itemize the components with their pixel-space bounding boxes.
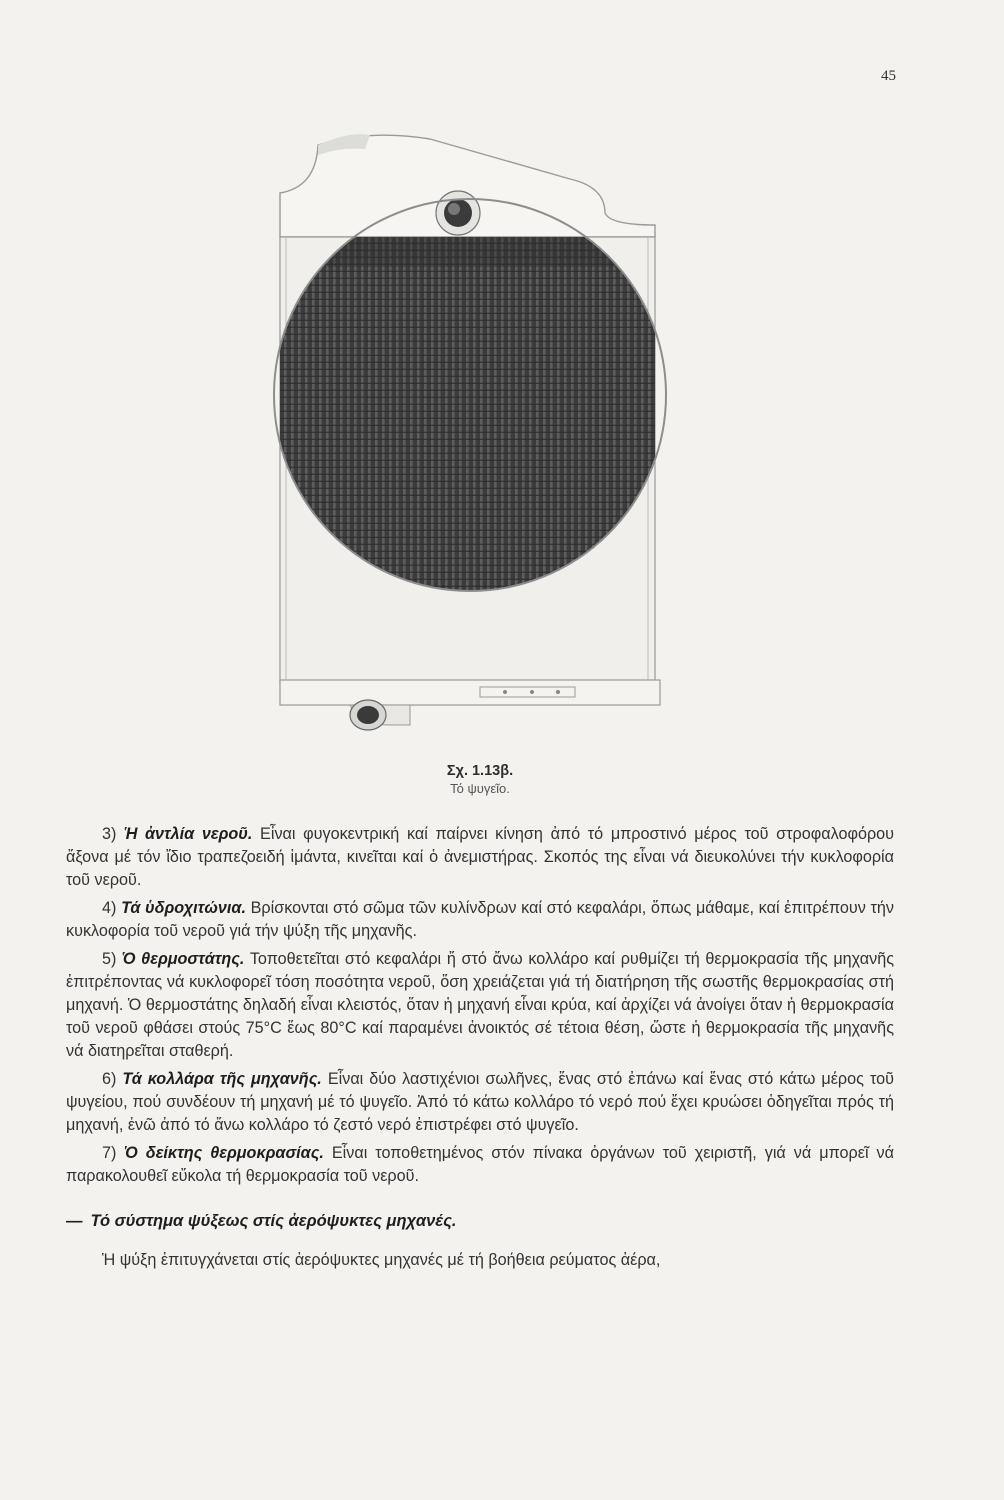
paragraph-air-cooled: Ἡ ψύξη ἐπιτυγχάνεται στίς ἀερόψυκτες μηχανές μέ τή βοήθεια ρεύματος ἀέρα,: [102, 1251, 661, 1269]
radiator-illustration: [270, 125, 690, 755]
heading-text: Τό σύστημα ψύξεως στίς ἀερόψυκτες μηχανές.: [90, 1212, 457, 1230]
caption-subtitle: Τό ψυγεῖο.: [450, 781, 510, 796]
item-number: 5): [102, 950, 117, 968]
paragraph-temperature-gauge: [66, 1142, 894, 1188]
item-text: Τοποθετεῖται στό κεφαλάρι ἤ στό ἄνω κολλάρο καί ρυθμίζει τή θερμοκρασία τῆς μηχανῆς ἐπιτρέποντας νά κυκλοφορεῖ τόση ποσότητα νεροῦ, ὅση χρειάζεται γιά τή διατήρηση τῆς σωστῆς θερμοκρασίας στή μηχανή. Ὁ θερμοστάτης δηλαδή εἶναι κλειστός, ὅταν ἡ μηχανή εἶναι κρύα, καί ἀρχίζει νά ἀνοίγει ὅταν ἡ θερμοκρασία τοῦ νεροῦ φθάσει στούς 75°C ἕως 80°C καί παραμένει ἀνοικτός σέ τέτοια θέση, ὥστε ἡ θερμοκρασία τῆς μηχανῆς νά διατηρεῖται σταθερή.: [66, 950, 894, 1060]
item-term: Ἡ ἀντλία νεροῦ.: [124, 825, 253, 843]
item-term: Τά κολλάρα τῆς μηχανῆς.: [122, 1070, 322, 1088]
paragraph-water-pump: [66, 823, 894, 892]
figure-caption: [380, 762, 580, 798]
item-term: Τά ὑδροχιτώνια.: [121, 899, 246, 917]
radiator-figure: [270, 125, 690, 755]
item-number: 6): [102, 1070, 117, 1088]
paragraph-hoses: [66, 1068, 894, 1137]
item-number: 3): [102, 825, 117, 843]
item-text: Εἶναι δύο λαστιχένιοι σωλῆνες, ἕνας στό ἐπάνω καί ἕνας στό κάτω μέρος τοῦ ψυγείου, πού συνδέουν τή μηχανή μέ τό ψυγεῖο. Ἀπό τό κάτω κολλάρο τό νερό πού ἔχει κρυώσει ὁδηγεῖται πρός τή μηχανή, ἐνῶ ἀπό τό ἄνω κολλάρο τό ζεστό νερό ἐπιστρέφει στό ψυγεῖο.: [66, 1070, 894, 1134]
item-text: Εἶναι τοποθετημένος στόν πίνακα ὀργάνων τοῦ χειριστῆ, γιά νά μπορεῖ νά παρακολουθεῖ εὔκολα τή θερμοκρασία τοῦ νεροῦ.: [66, 1144, 895, 1185]
radiator-bottom-tank: [280, 680, 660, 705]
paragraph-water-jackets: [66, 897, 894, 943]
item-number: 4): [102, 899, 117, 917]
paragraph-thermostat: [66, 948, 894, 1063]
item-term: Ὁ θερμοστάτης.: [122, 950, 245, 968]
heading-dash: —: [66, 1212, 83, 1230]
section-heading: [66, 1210, 894, 1233]
item-number: 7): [102, 1144, 117, 1162]
item-text: Εἶναι φυγοκεντρική καί παίρνει κίνηση ἀπό τό μπροστινό μέρος τοῦ στροφαλοφόρου ἄξονα μέ τόν ἴδιο τραπεζοειδή ἱμάντα, κινεῖται καί ὁ ἀνεμιστήρας. Σκοπός της εἶναι νά διευκολύνει τήν κυκλοφορία τοῦ νεροῦ.: [66, 825, 895, 889]
item-text: Βρίσκονται στό σῶμα τῶν κυλίνδρων καί στό κεφαλάρι, ὅπως μάθαμε, καί ἐπιτρέπουν τήν κυκλοφορία τοῦ νεροῦ γιά τήν ψύξη τῆς μηχανῆς.: [66, 899, 895, 940]
item-term: Ὁ δείκτης θερμοκρασίας.: [124, 1144, 324, 1162]
body-text: [66, 823, 894, 1277]
caption-title: Σχ. 1.13β.: [446, 763, 514, 779]
page-number: 45: [881, 68, 896, 84]
